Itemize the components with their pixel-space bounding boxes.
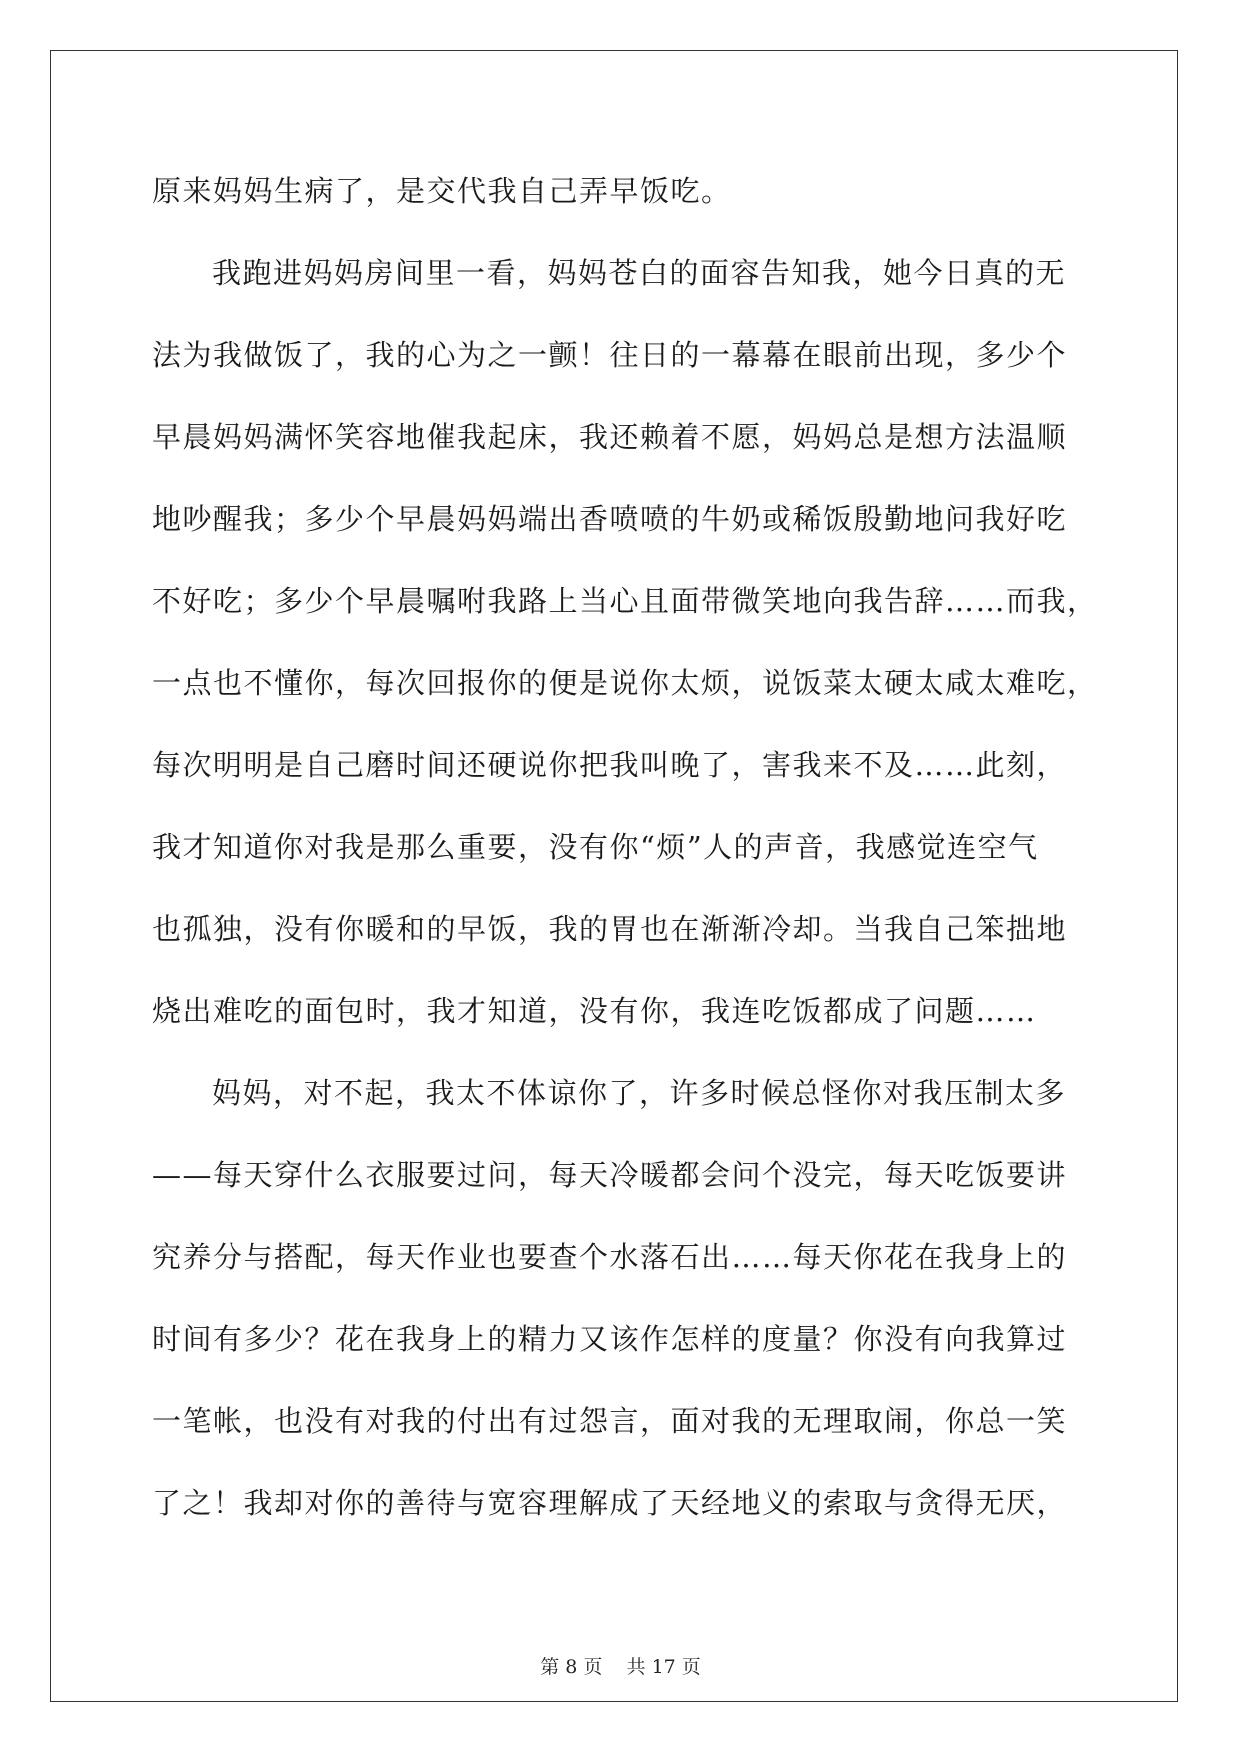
- text-line: 一点也不懂你，每次回报你的便是说你太烦，说饭菜太硬太咸太难吃，: [152, 666, 1098, 700]
- text-line: 原来妈妈生病了，是交代我自己弄早饭吃。: [152, 174, 732, 208]
- text-line: 时间有多少？花在我身上的精力又该作怎样的度量？你没有向我算过: [152, 1322, 1068, 1356]
- text-line: 妈妈，对不起，我太不体谅你了，许多时候总怪你对我压制太多: [212, 1076, 1067, 1110]
- text-line: 不好吃；多少个早晨嘱咐我路上当心且面带微笑地向我告辞……而我，: [152, 584, 1098, 618]
- text-line: 每次明明是自己磨时间还硬说你把我叫晚了，害我来不及……此刻，: [152, 748, 1068, 782]
- text-line: 法为我做饭了，我的心为之一颤！往日的一幕幕在眼前出现，多少个: [152, 338, 1068, 372]
- text-line: 烧出难吃的面包时，我才知道，没有你，我连吃饭都成了问题……: [152, 994, 1037, 1028]
- text-line: 我才知道你对我是那么重要，没有你“烦”人的声音，我感觉连空气: [152, 830, 1039, 864]
- text-line: 究养分与搭配，每天作业也要查个水落石出……每天你花在我身上的: [152, 1240, 1068, 1274]
- text-line: 一笔帐，也没有对我的付出有过怨言，面对我的无理取闹，你总一笑: [152, 1404, 1068, 1438]
- text-line: 也孤独，没有你暖和的早饭，我的胃也在渐渐冷却。当我自己笨拙地: [152, 912, 1068, 946]
- document-body: [152, 150, 1112, 1544]
- text-line: 了之！我却对你的善待与宽容理解成了天经地义的索取与贪得无厌，: [152, 1486, 1068, 1520]
- text-line: 我跑进妈妈房间里一看，妈妈苍白的面容告知我，她今日真的无: [212, 256, 1067, 290]
- page-number-footer: 第 8 页 共 17 页: [540, 1656, 701, 1678]
- text-line: ——每天穿什么衣服要过问，每天冷暖都会问个没完，每天吃饭要讲: [152, 1158, 1068, 1192]
- text-line: 早晨妈妈满怀笑容地催我起床，我还赖着不愿，妈妈总是想方法温顺: [152, 420, 1068, 454]
- text-line: 地吵醒我；多少个早晨妈妈端出香喷喷的牛奶或稀饭殷勤地问我好吃: [152, 502, 1068, 536]
